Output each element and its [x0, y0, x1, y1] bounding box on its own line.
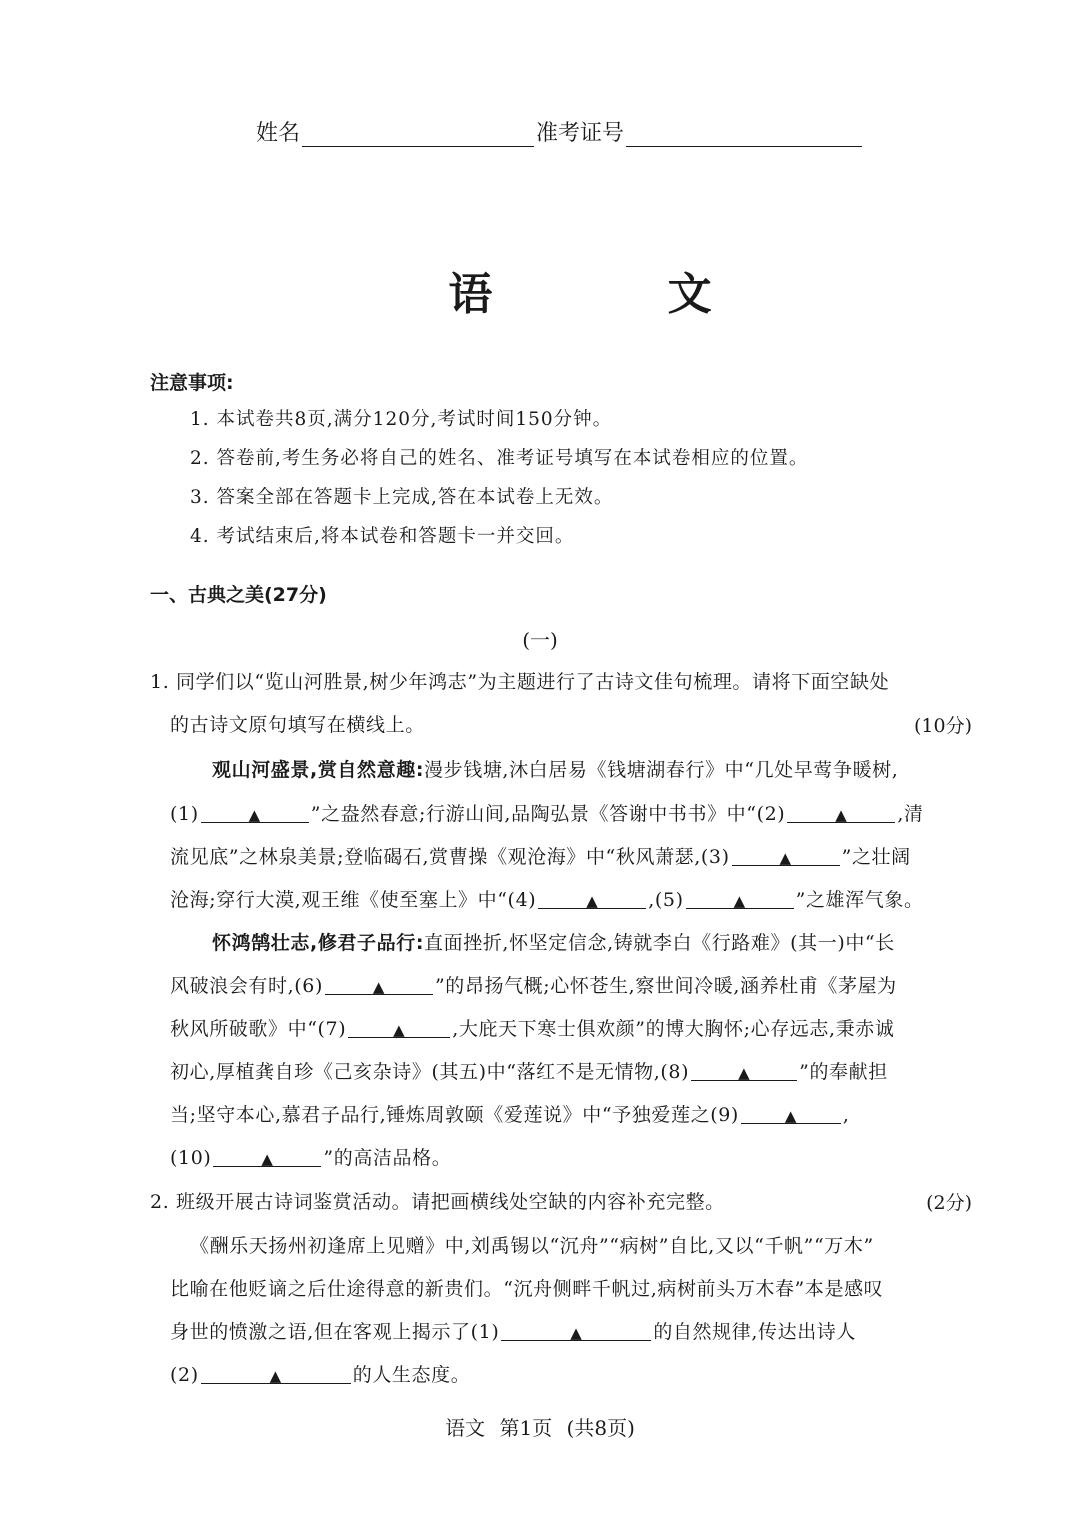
- q1-paragraph2-line: [170, 1101, 850, 1129]
- triangle-icon: ▲: [835, 806, 848, 824]
- blank-number: (1): [170, 803, 199, 825]
- answer-blank-q2-2[interactable]: [201, 1361, 351, 1384]
- q1-paragraph2-text: 秋风所破歌》中“(7): [170, 1018, 347, 1040]
- answer-blank-7[interactable]: [348, 1015, 450, 1038]
- notice-item: 2. 答卷前,考生务必将自己的姓名、准考证号填写在本试卷相应的位置。: [190, 448, 809, 469]
- exam-id-label: 准考证号: [536, 121, 625, 146]
- triangle-icon: ▲: [779, 849, 792, 867]
- answer-blank-3[interactable]: [732, 843, 840, 866]
- q1-paragraph2-text: 直面挫折,怀坚定信念,铸就李白《行路难》(其一)中“长: [424, 932, 895, 954]
- notice-item: 3. 答案全部在答题卡上完成,答在本试卷上无效。: [190, 487, 614, 508]
- q1-paragraph1-text: ”之雄浑气象。: [795, 889, 924, 911]
- answer-blank-9[interactable]: [741, 1101, 841, 1124]
- answer-blank-5[interactable]: [686, 886, 794, 909]
- q1-paragraph1-line: [170, 800, 924, 828]
- answer-blank-q2-1[interactable]: [501, 1318, 651, 1341]
- answer-blank-6[interactable]: [325, 972, 433, 995]
- answer-blank-4[interactable]: [538, 886, 646, 909]
- name-label: 姓名: [256, 121, 301, 146]
- q1-paragraph1-line: [170, 843, 911, 871]
- q1-paragraph1-line: [212, 756, 898, 784]
- q1-paragraph2-line: [212, 929, 895, 957]
- question-1-stem: 1. 同学们以“览山河胜景,树少年鸿志”为主题进行了古诗文佳句梳理。请将下面空缺处: [150, 671, 890, 693]
- q2-paragraph-line: [170, 1318, 856, 1346]
- q1-paragraph2-text: 风破浪会有时,(6): [170, 975, 323, 997]
- page-footer: 语文 第1页 (共8页): [445, 1416, 635, 1440]
- q1-paragraph1-text: ,(5): [648, 889, 684, 911]
- answer-blank-1[interactable]: [201, 800, 309, 823]
- q1-paragraph1-text: ”之盎然春意;行游山间,品陶弘景《答谢中书书》中“(2): [310, 803, 786, 825]
- q1-paragraph2-text: ,: [842, 1104, 850, 1126]
- name-field[interactable]: [302, 126, 534, 147]
- q1-paragraph2-text: 初心,厚植龚自珍《己亥杂诗》(其五)中“落红不是无情物,(8): [170, 1061, 690, 1083]
- triangle-icon: ▲: [733, 892, 746, 910]
- question-1-stem-cont: 的古诗文原句填写在横线上。: [170, 714, 425, 736]
- q1-paragraph2-line: [170, 972, 897, 1000]
- q2-paragraph-text: 身世的愤激之语,但在客观上揭示了(1): [170, 1321, 500, 1343]
- q1-paragraph2-text: ,大庇天下寒士俱欢颜”的博大胸怀;心存远志,秉赤诚: [452, 1018, 895, 1040]
- q1-paragraph2-line: [170, 1015, 894, 1043]
- q1-paragraph2-text: ”的高洁品格。: [323, 1147, 452, 1169]
- notice-item: 4. 考试结束后,将本试卷和答题卡一并交回。: [190, 526, 575, 547]
- blank-number: (2): [170, 1364, 199, 1386]
- q1-paragraph1-line: [170, 886, 924, 914]
- blank-number: (10): [170, 1147, 212, 1169]
- q2-paragraph-text: 的人生态度。: [352, 1364, 471, 1386]
- q1-paragraph2-text: 当;坚守本心,慕君子品行,锤炼周敦颐《爱莲说》中“予独爱莲之(9): [170, 1104, 739, 1126]
- q1-paragraph2-line: [170, 1058, 888, 1086]
- triangle-icon: ▲: [570, 1324, 583, 1342]
- triangle-icon: ▲: [586, 892, 599, 910]
- subsection-heading: (一): [522, 628, 558, 652]
- answer-blank-10[interactable]: [213, 1144, 321, 1167]
- q1-paragraph2-lead: 怀鸿鹄壮志,修君子品行:: [212, 932, 425, 954]
- answer-blank-2[interactable]: [787, 800, 895, 823]
- q1-paragraph1-lead: 观山河盛景,赏自然意趣:: [212, 759, 425, 781]
- notice-heading: 注意事项:: [150, 372, 234, 394]
- q1-paragraph1-text: 漫步钱塘,沐白居易《钱塘湖春行》中“几处早莺争暖树,: [424, 759, 899, 781]
- q2-paragraph-text: 的自然规律,传达出诗人: [653, 1321, 856, 1343]
- q2-paragraph-line: 比喻在他贬谪之后仕途得意的新贵们。“沉舟侧畔千帆过,病树前头万木春”本是感叹: [170, 1278, 884, 1300]
- question-1-points: (10分): [913, 715, 972, 737]
- exam-id-field[interactable]: [626, 126, 862, 147]
- q1-paragraph2-line: [170, 1144, 451, 1172]
- candidate-info-line: [256, 116, 864, 147]
- answer-blank-8[interactable]: [691, 1058, 797, 1081]
- triangle-icon: ▲: [248, 806, 261, 824]
- notice-item: 1. 本试卷共8页,满分120分,考试时间150分钟。: [190, 409, 613, 430]
- triangle-icon: ▲: [372, 978, 386, 996]
- q2-paragraph-line: [170, 1361, 470, 1389]
- question-2-points: (2分): [926, 1192, 972, 1214]
- triangle-icon: ▲: [393, 1021, 406, 1039]
- q2-paragraph-line: 《酬乐天扬州初逢席上见赠》中,刘禹锡以“沉舟”“病树”自比,又以“千帆”“万木”: [190, 1235, 874, 1257]
- q1-paragraph2-text: ”的昂扬气概;心怀苍生,察世间冷暖,涵养杜甫《茅屋为: [434, 975, 897, 997]
- triangle-icon: ▲: [269, 1367, 282, 1385]
- q1-paragraph1-text: 流见底”之林泉美景;登临碣石,赏曹操《观沧海》中“秋风萧瑟,(3): [170, 846, 730, 868]
- triangle-icon: ▲: [738, 1064, 751, 1082]
- triangle-icon: ▲: [784, 1107, 797, 1125]
- triangle-icon: ▲: [261, 1150, 274, 1168]
- question-2-stem: 2. 班级开展古诗词鉴赏活动。请把画横线处空缺的内容补充完整。: [150, 1191, 725, 1213]
- section-heading: 一、古典之美(27分): [150, 584, 327, 606]
- q1-paragraph1-text: 沧海;穿行大漠,观王维《使至塞上》中“(4): [170, 889, 537, 911]
- q1-paragraph2-text: ”的奉献担: [799, 1061, 888, 1083]
- exam-title: 语 文: [448, 269, 792, 320]
- q1-paragraph1-text: ”之壮阔: [841, 846, 911, 868]
- q1-paragraph1-text: ,清: [897, 803, 924, 825]
